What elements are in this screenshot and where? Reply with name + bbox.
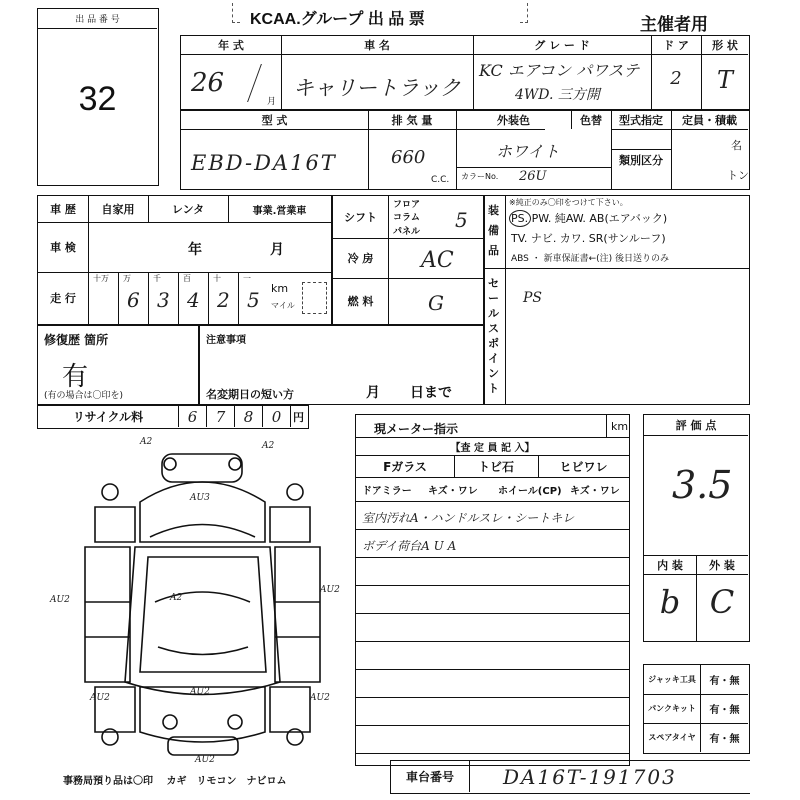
recycle-unit: 円 xyxy=(293,411,304,424)
mileage-digit: 2 xyxy=(217,288,230,312)
door-value: 2 xyxy=(670,68,682,89)
damage-diagram xyxy=(40,432,355,767)
tool-label: パンクキット xyxy=(648,703,696,713)
notes-label: 注意事項 xyxy=(206,335,246,346)
equipment-line-1: PS. PW. 純AW. AB(エアバック) xyxy=(511,212,668,225)
interior-label: 内 装 xyxy=(657,559,683,572)
meter-label: 現メーター指示 xyxy=(374,422,459,436)
sales-point-value: PS xyxy=(523,290,543,306)
lot-box xyxy=(37,8,159,186)
mile-unit: マイル xyxy=(271,301,295,310)
tool-label: ジャッキ工具 xyxy=(648,674,696,684)
ruled-line xyxy=(356,529,629,530)
history-label: 車 歴 xyxy=(50,203,76,216)
equipment-line-2: TV. ナビ. カワ. SR(サンルーフ) xyxy=(511,232,666,245)
sales-point-label: セールスポイント xyxy=(488,277,499,395)
mark-a2-top-right: A2 xyxy=(262,441,275,451)
year-value: 26 xyxy=(191,68,225,98)
mileage-header: 万 xyxy=(123,274,131,283)
shape-label: 形 状 xyxy=(712,39,738,52)
color-label: 外装色 xyxy=(497,114,530,127)
color-no-label: カラーNo. xyxy=(461,172,499,181)
inspection-month-unit: 月 xyxy=(270,242,284,258)
interior-value: b xyxy=(659,583,681,621)
year-label: 年 式 xyxy=(218,39,244,52)
punch-mark xyxy=(232,3,240,23)
exterior-label: 外 装 xyxy=(709,559,735,572)
recycle-digit: 8 xyxy=(234,406,262,427)
score-label: 評 価 点 xyxy=(675,419,717,432)
displacement-label: 排 気 量 xyxy=(391,114,433,127)
displacement-value: 660 xyxy=(391,147,426,168)
mileage-digit: 6 xyxy=(127,288,140,312)
color-no-value: 26U xyxy=(519,169,547,184)
recycle-label: リサイクル料 xyxy=(72,410,144,424)
lot-label: 出 品 番 号 xyxy=(38,9,157,29)
month-unit: 月 xyxy=(267,97,277,107)
chassis-label: 車台番号 xyxy=(405,770,454,784)
ruled-line xyxy=(356,697,629,698)
ruled-line xyxy=(356,641,629,642)
history-private[interactable]: 自家用 xyxy=(101,203,135,216)
glass-crack[interactable]: ヒビワレ xyxy=(559,460,608,474)
recycle-digit: 6 xyxy=(178,406,206,427)
repair-note: (有の場合は〇印を) xyxy=(44,391,124,401)
recycle-digit: 0 xyxy=(262,406,290,427)
history-block xyxy=(37,195,332,325)
ruled-line xyxy=(356,725,629,726)
door-label: ド ア xyxy=(663,39,689,52)
punch-mark-right xyxy=(520,3,528,23)
glass-chip[interactable]: トビ石 xyxy=(477,460,514,474)
spec-row xyxy=(180,110,750,190)
mark-a2-top-left: A2 xyxy=(140,437,153,447)
shift-column[interactable]: コラム xyxy=(393,213,420,223)
repair-value: 有 xyxy=(62,362,89,392)
mileage-header: 十 xyxy=(213,274,221,283)
grade-label: グ レ ー ド xyxy=(534,39,590,52)
capacity-unit-people: 名 xyxy=(731,139,742,152)
shape-value: T xyxy=(716,66,733,94)
make-label: 車 名 xyxy=(364,39,390,52)
shift-label: シフト xyxy=(344,211,377,224)
history-rental[interactable]: レンタ xyxy=(171,203,205,216)
mark-au2-bed: AU2 xyxy=(190,687,210,697)
grade-value-1: KC エアコン パワステ xyxy=(479,61,640,80)
km-unit: km xyxy=(271,282,289,295)
model-label: 型 式 xyxy=(261,114,288,127)
equipment-label: 装備品 xyxy=(488,204,499,257)
equipment-block xyxy=(484,195,750,405)
color-change-label: 色替 xyxy=(580,114,602,127)
inspector-note-2: ボデイ荷台A U A xyxy=(362,539,457,553)
mileage-header: 百 xyxy=(183,274,191,283)
tool-value[interactable]: 有・無 xyxy=(700,665,748,694)
inspector-block xyxy=(355,414,630,766)
ruled-line xyxy=(356,557,629,558)
mileage-cell xyxy=(208,272,238,324)
grade-value-2: 4WD. 三方開 xyxy=(515,87,600,103)
wheel-value[interactable]: キズ・ワレ xyxy=(570,486,620,497)
office-items: 事務局預り品は〇印 カギ リモコン ナビロム xyxy=(63,776,287,787)
mark-au2-right: AU2 xyxy=(320,585,340,595)
capacity-unit-ton: トン xyxy=(727,169,749,182)
tools-block xyxy=(643,664,750,754)
name-change-month: 月 xyxy=(366,385,380,401)
ruled-line xyxy=(356,501,629,502)
shift-panel[interactable]: パネル xyxy=(393,227,421,237)
name-change-label: 名変期日の短い方 xyxy=(206,388,294,401)
ac-value: AC xyxy=(421,248,454,273)
make-value: キャリートラック xyxy=(293,76,461,100)
wheel-label: ホイール(CP) xyxy=(498,486,562,497)
ruled-line xyxy=(356,753,629,754)
name-change-day: 日まで xyxy=(410,385,452,401)
ruled-line xyxy=(356,613,629,614)
inspection-year-unit: 年 xyxy=(188,242,202,258)
meter-unit: km xyxy=(611,420,629,433)
notes-block xyxy=(199,325,484,405)
mark-au2-roof: A2 xyxy=(170,593,183,603)
score-value: 3.5 xyxy=(672,463,733,507)
glass-label: Fガラス xyxy=(383,460,427,474)
mileage-cell xyxy=(178,272,208,324)
mile-checkbox[interactable] xyxy=(302,282,327,314)
mark-au2-rear: AU2 xyxy=(195,755,215,765)
tool-label: スペアタイヤ xyxy=(648,732,696,742)
shift-block xyxy=(332,195,484,325)
capacity-label: 定員・積載 xyxy=(682,114,737,127)
repair-block xyxy=(37,325,199,405)
organizer-label: 主催者用 xyxy=(640,15,708,35)
mileage-header: 十万 xyxy=(93,274,109,283)
chassis-value: DA16T-191703 xyxy=(503,765,677,789)
equipment-note: ※純正のみ〇印をつけて下さい。 xyxy=(509,198,628,207)
inspection-label: 車 検 xyxy=(50,241,76,254)
mark-au2-right-rear: AU2 xyxy=(310,693,330,703)
exterior-value: C xyxy=(709,583,735,621)
mileage-digit: 5 xyxy=(247,288,260,312)
fuel-label: 燃 料 xyxy=(347,295,374,308)
recycle-digit: 7 xyxy=(206,406,234,427)
lot-number: 32 xyxy=(78,79,117,118)
category-label: 類別区分 xyxy=(619,154,663,167)
ps-circle xyxy=(509,210,531,227)
model-value: EBD-DA16T xyxy=(191,151,337,175)
mark-au2-left-rear: AU2 xyxy=(90,693,110,703)
equipment-line-3: ABS ・ 新車保証書←(注) 後日送りのみ xyxy=(511,254,670,264)
mileage-cell xyxy=(238,272,268,324)
shift-value: 5 xyxy=(455,208,468,232)
ruled-line xyxy=(356,669,629,670)
mileage-label: 走 行 xyxy=(50,292,76,305)
mark-au3-hood: AU3 xyxy=(190,493,210,503)
inspector-note-1: 室内汚れA・ハンドルスレ・シートキレ xyxy=(362,511,575,525)
form-title: KCAA.グループ 出 品 票 xyxy=(250,11,425,28)
inspector-label: 【査 定 員 記 入】 xyxy=(450,442,535,454)
ac-label: 冷 房 xyxy=(347,252,374,265)
mileage-digit: 4 xyxy=(187,288,200,312)
fuel-value: G xyxy=(428,291,444,315)
mirror-value[interactable]: キズ・ワレ xyxy=(428,486,478,497)
mark-au2-left: AU2 xyxy=(50,595,70,605)
tool-value[interactable]: 有・無 xyxy=(700,694,748,723)
ruled-line xyxy=(356,585,629,586)
chassis-block xyxy=(390,760,750,794)
mileage-cell xyxy=(118,272,148,324)
mileage-cell xyxy=(148,272,178,324)
mileage-cell xyxy=(88,272,118,324)
repair-label: 修復歴 箇所 xyxy=(44,333,109,347)
mileage-digit: 3 xyxy=(157,288,170,312)
mirror-label: ドアミラー xyxy=(362,486,412,497)
mileage-header: 千 xyxy=(153,274,161,283)
recycle-block xyxy=(37,405,309,429)
vehicle-row xyxy=(180,35,750,110)
shift-floor[interactable]: フロア xyxy=(393,200,421,210)
history-business[interactable]: 事業.営業車 xyxy=(252,205,307,217)
color-value: ホワイト xyxy=(496,142,560,161)
mileage-header: 一 xyxy=(243,274,251,283)
tool-value[interactable]: 有・無 xyxy=(700,723,748,752)
model-designation-label: 型式指定 xyxy=(619,114,663,127)
score-block xyxy=(643,414,750,642)
cc-unit: C.C. xyxy=(431,175,450,185)
